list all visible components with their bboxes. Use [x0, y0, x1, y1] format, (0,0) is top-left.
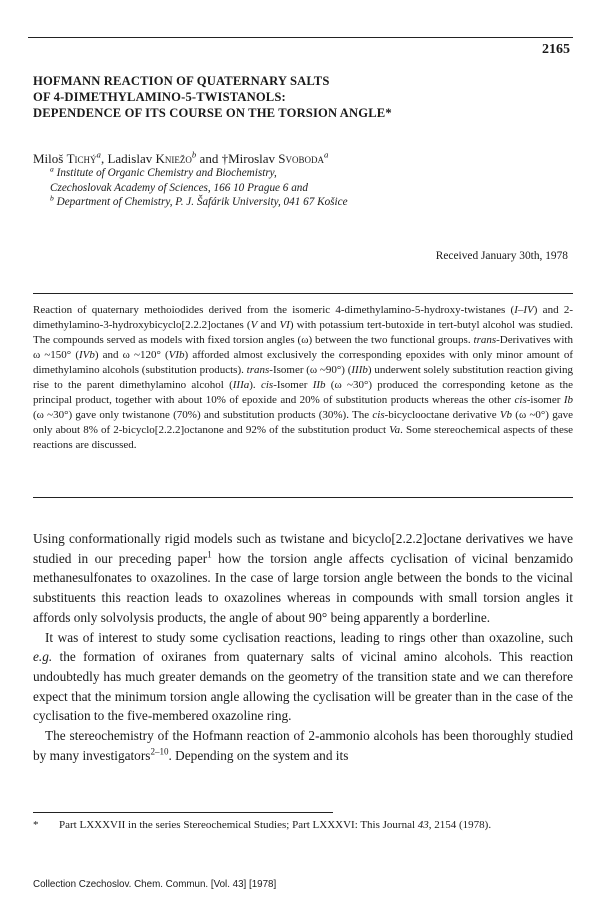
- footnote: * Part LXXXVII in the series Stereochemical Studies; Part LXXXVI: This Journal 43, 2154 (1978).: [33, 819, 492, 831]
- reference-mark: 1: [207, 549, 212, 560]
- author-3-affil-mark: a: [324, 149, 329, 160]
- title-line-3: DEPENDENCE OF ITS COURSE ON THE TORSION ANGLE*: [33, 106, 392, 120]
- title-line-2: OF 4-DIMETHYLAMINO-5-TWISTANOLS:: [33, 90, 286, 104]
- reference-mark: 2–10: [150, 746, 169, 757]
- author-list: [33, 151, 328, 167]
- affiliation-a-mark: a: [50, 164, 54, 174]
- author-2-last: Kniežo: [155, 151, 192, 166]
- affiliation-b-mark: b: [50, 193, 54, 203]
- abstract-rule-top: [33, 293, 573, 294]
- body-paragraph-2: It was of interest to study some cyclisation reactions, leading to rings other than oxazoline, such e.g. the formation of oxiranes from quaternary salts of vicinal amino alcohols. This reaction undoubtedly has much greater demands on the geometry of the transition state and we can therefore expect that the minimum torsion angle allowing the cyclisation will be greater than in the case of the cyclisation to the five-membered oxazoline ring.: [33, 629, 573, 724]
- affiliation-b-line-1: $^b$ Department of Chemistry, P. J. Šafárik University, 041 67 Košice: [50, 193, 348, 208]
- received-date: Received January 30th, 1978: [435, 250, 568, 262]
- footnote-mark: *: [33, 819, 39, 831]
- body-paragraph-1: Using conformationally rigid models such as twistane and bicyclo[2.2.2]octane derivatives we have studied in our preceding paper$^1$ how the torsion angle affects cyclisation of vicinal benzamido methanesulfonates to oxazolines. In the case of large torsion angle between the bonds to the vicinal substituents this reaction leads to oxazolines whereas in compounds with small torsion angles it affords only solvolysis products, the angle of about 90° being apparently a borderline.: [33, 531, 573, 625]
- body-paragraph-3: The stereochemistry of the Hofmann reaction of 2-ammonio alcohols has been thoroughly studied by many investigators$^{2-10}$. Depending on the system and its: [33, 728, 573, 763]
- abstract-rule-bottom: [33, 497, 573, 498]
- author-1-last: Tichý: [66, 151, 97, 166]
- affiliation-a-line-2: Czechoslovak Academy of Sciences, 166 10 Prague 6 and: [50, 181, 308, 194]
- page-number: 2165: [542, 42, 570, 57]
- author-1-first: Miloš: [33, 151, 67, 166]
- affiliation-a-line-1: $^a$ Institute of Organic Chemistry and Biochemistry,: [50, 164, 277, 179]
- author-sep-2: and †Miroslav: [196, 151, 279, 166]
- journal-footer: Collection Czechoslov. Chem. Commun. [Vol. 43] [1978]: [33, 879, 277, 890]
- author-sep-1: , Ladislav: [100, 151, 156, 166]
- body-text: [33, 529, 573, 765]
- title-line-1: HOFMANN REACTION OF QUATERNARY SALTS: [33, 74, 330, 88]
- footnote-rule: [33, 812, 333, 813]
- author-3-last: Svoboda: [278, 151, 324, 166]
- affiliations: [50, 166, 348, 210]
- article-title: [33, 73, 573, 121]
- author-1-affil-mark: a: [96, 149, 101, 160]
- abstract: Reaction of quaternary methoiodides derived from the isomeric 4-dimethylamino-5-hydroxy-twistanes (I–IV) and 2-dimethylamino-3-hydroxybicyclo[2.2.2]octanes (V and VI) with potassium tert-butoxide in tert-butyl alcohol was studied. The compounds served as models with fixed torsion angles (ω) between the two functional groups. trans-Derivatives with ω ~150° (IVb) and ω ~120° (VIb) afforded almost exclusively the corresponding epoxides with only minor amount of dimethylamino alcohols (substitution products). trans-Isomer (ω ~90°) (IIIb) underwent solely substitution reaction giving rise to the parent dimethylamino alcohol (IIIa). cis-Isomer IIb (ω ~30°) produced the corresponding ketone as the principal product, together with about 10% of epoxide and 20% of substitution products whereas the other cis-isomer Ib (ω ~30°) gave only twistanone (70%) and substitution products (30%). The cis-bicyclooctane derivative Vb (ω ~0°) gave only about 8% of 2-bicyclo[2.2.2]octanone and 92% of the substitution product Va. Some stereochemical aspects of these reactions are discussed.: [33, 304, 574, 451]
- author-2-affil-mark: b: [191, 149, 197, 160]
- header-rule: [28, 37, 573, 38]
